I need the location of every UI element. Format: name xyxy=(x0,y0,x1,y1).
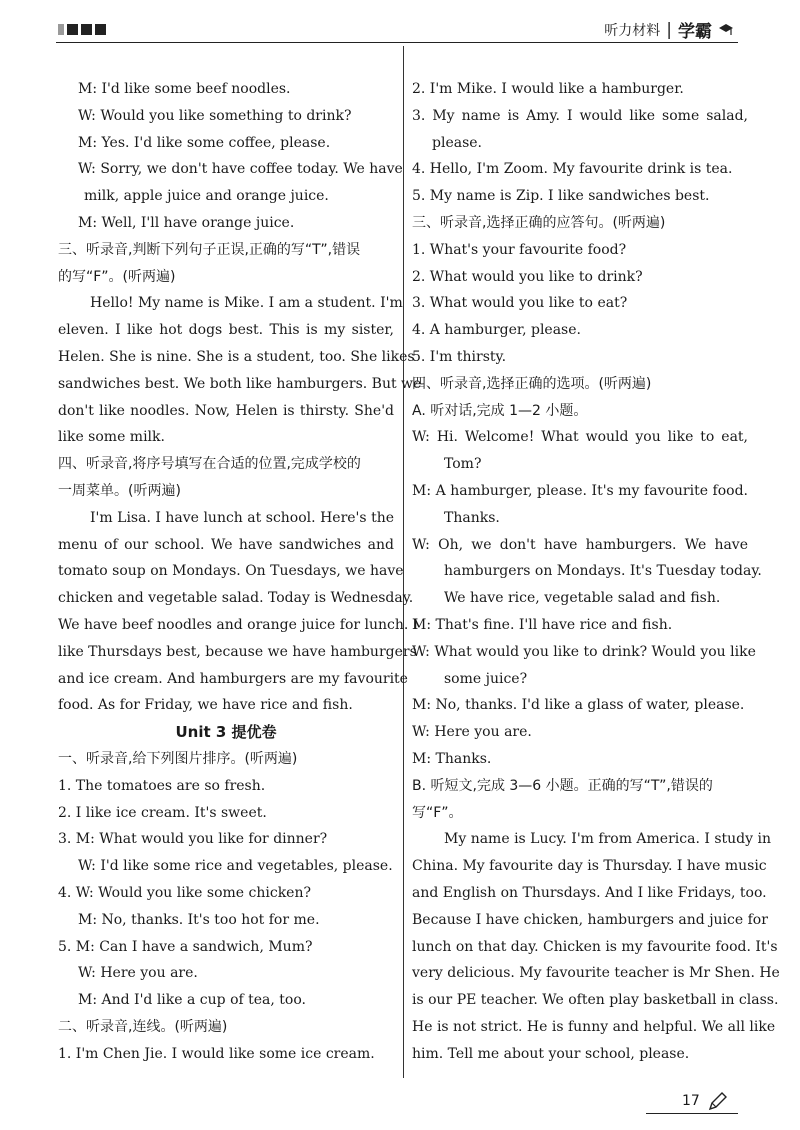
text-line: A. 听对话,完成 1—2 小题。 xyxy=(412,402,588,419)
text-line: 2. What would you like to drink? xyxy=(412,268,643,285)
text-line: 4. Hello, I'm Zoom. My favourite drink is tea. xyxy=(412,161,733,178)
text-line: 3. M: What would you like for dinner? xyxy=(58,831,328,848)
text-line: hamburgers on Mondays. It's Tuesday today. xyxy=(444,563,762,580)
text-line: lunch on that day. Chicken is my favourite food. It's xyxy=(412,938,778,955)
text-line: W: What would you like to drink? Would you like xyxy=(412,643,756,660)
footer-rule xyxy=(646,1113,738,1114)
text-line: M: Thanks. xyxy=(412,750,492,767)
text-line: 二、听录音,连线。(听两遍) xyxy=(58,1018,228,1035)
text-line: and ice cream. And hamburgers are my favourite xyxy=(58,670,408,687)
text-line: 3. My name is Amy. I would like some salad, xyxy=(412,107,748,124)
text-line: 4. W: Would you like some chicken? xyxy=(58,884,311,901)
text-line: M: Yes. I'd like some coffee, please. xyxy=(78,134,331,151)
text-line: Because I have chicken, hamburgers and juice for xyxy=(412,911,768,928)
text-line: 1. What's your favourite food? xyxy=(412,241,627,258)
text-line: very delicious. My favourite teacher is Mr Shen. He xyxy=(412,965,780,982)
column-divider xyxy=(403,46,404,1078)
text-line: milk, apple juice and orange juice. xyxy=(84,188,329,205)
text-line: My name is Lucy. I'm from America. I study in xyxy=(444,831,771,848)
left-column xyxy=(58,76,422,1067)
header-rule xyxy=(56,42,738,43)
brand-logo: 学霸 xyxy=(678,22,712,42)
text-line: I'm Lisa. I have lunch at school. Here's the xyxy=(90,509,394,526)
text-line: tomato soup on Mondays. On Tuesdays, we have xyxy=(58,563,404,580)
text-line: Tom? xyxy=(444,456,482,473)
text-line: He is not strict. He is funny and helpful. We all like xyxy=(412,1018,776,1035)
text-line: M: I'd like some beef noodles. xyxy=(78,81,291,97)
text-line: 2. I'm Mike. I would like a hamburger. xyxy=(412,81,684,97)
text-line: 5. I'm thirsty. xyxy=(412,348,507,365)
text-line: eleven. I like hot dogs best. This is my sister, xyxy=(58,322,394,339)
text-line: M: No, thanks. I'd like a glass of water, please. xyxy=(412,697,745,714)
text-line: M: A hamburger, please. It's my favourite food. xyxy=(412,482,748,499)
text-line: W: Hi. Welcome! What would you like to eat, xyxy=(412,429,748,446)
text-line: 4. A hamburger, please. xyxy=(412,322,581,339)
text-line: W: Here you are. xyxy=(78,965,198,982)
text-line: 写“F”。 xyxy=(412,804,463,821)
header-decoration xyxy=(58,24,106,35)
text-line: like Thursdays best, because we have hamburgers xyxy=(58,643,417,660)
text-line: Helen. She is nine. She is a student, too. She likes xyxy=(58,348,415,365)
header-separator: | xyxy=(666,19,672,40)
text-line: 1. The tomatoes are so fresh. xyxy=(58,777,266,794)
text-line: 三、听录音,判断下列句子正误,正确的写“T”,错误 xyxy=(58,241,361,258)
text-line: menu of our school. We have sandwiches and xyxy=(58,536,394,553)
text-line: chicken and vegetable salad. Today is Wednesday. xyxy=(58,590,414,607)
header-label: 听力材料 xyxy=(604,22,661,39)
text-line: him. Tell me about your school, please. xyxy=(412,1045,690,1062)
text-line: M: No, thanks. It's too hot for me. xyxy=(78,911,320,928)
text-line: W: Oh, we don't have hamburgers. We have xyxy=(412,536,748,553)
text-line: some juice? xyxy=(444,670,528,687)
text-line: 一周菜单。(听两遍) xyxy=(58,482,181,499)
text-line: We have beef noodles and orange juice for lunch. I xyxy=(58,616,419,633)
text-line: 的写“F”。(听两遍) xyxy=(58,268,176,285)
text-line: 5. My name is Zip. I like sandwiches best. xyxy=(412,188,710,205)
text-line: W: Here you are. xyxy=(412,724,532,741)
text-line: Hello! My name is Mike. I am a student. I'm xyxy=(90,295,403,312)
text-line: 3. What would you like to eat? xyxy=(412,295,628,312)
page-header xyxy=(604,17,734,42)
text-line: M: Well, I'll have orange juice. xyxy=(78,214,295,231)
text-line: please. xyxy=(432,134,482,151)
page-number: 17 xyxy=(682,1093,700,1109)
text-line: like some milk. xyxy=(58,429,165,446)
text-line: B. 听短文,完成 3—6 小题。正确的写“T”,错误的 xyxy=(412,777,713,794)
text-line: 2. I like ice cream. It's sweet. xyxy=(58,804,267,821)
text-line: Thanks. xyxy=(444,509,500,526)
right-column xyxy=(412,76,780,1067)
text-line: W: I'd like some rice and vegetables, please. xyxy=(78,858,393,875)
text-line: and English on Thursdays. And I like Fridays, too. xyxy=(412,884,767,901)
text-line: 三、听录音,选择正确的应答句。(听两遍) xyxy=(412,214,666,231)
text-line: 5. M: Can I have a sandwich, Mum? xyxy=(58,938,313,955)
mortarboard-icon xyxy=(718,22,734,38)
text-line: don't like noodles. Now, Helen is thirsty. She'd xyxy=(58,402,394,419)
text-line: China. My favourite day is Thursday. I have music xyxy=(412,858,767,875)
text-line: W: Would you like something to drink? xyxy=(78,107,352,124)
text-line: We have rice, vegetable salad and fish. xyxy=(444,590,721,607)
text-line: 四、听录音,选择正确的选项。(听两遍) xyxy=(412,375,652,392)
text-line: W: Sorry, we don't have coffee today. We have xyxy=(78,161,403,178)
text-line: 1. I'm Chen Jie. I would like some ice cream. xyxy=(58,1045,375,1062)
text-line: Unit 3 提优卷 xyxy=(175,723,277,742)
text-line: 四、听录音,将序号填写在合适的位置,完成学校的 xyxy=(58,456,361,473)
text-line: M: And I'd like a cup of tea, too. xyxy=(78,992,306,1009)
text-line: sandwiches best. We both like hamburgers. But we xyxy=(58,375,422,392)
text-line: 一、听录音,给下列图片排序。(听两遍) xyxy=(58,750,298,767)
pencil-icon xyxy=(706,1091,728,1113)
page-footer xyxy=(646,1093,738,1113)
text-line: food. As for Friday, we have rice and fish. xyxy=(58,697,353,714)
text-line: M: That's fine. I'll have rice and fish. xyxy=(412,616,673,633)
text-line: is our PE teacher. We often play basketball in class. xyxy=(412,992,779,1009)
